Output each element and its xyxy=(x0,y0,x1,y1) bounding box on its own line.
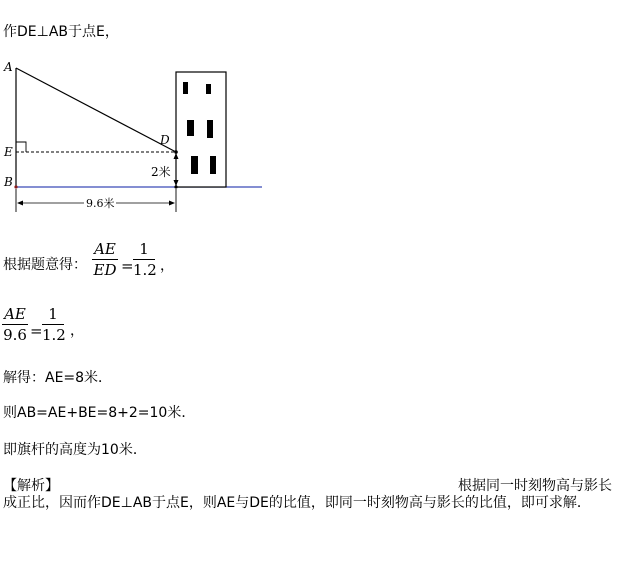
building-window xyxy=(187,120,194,136)
geometry-figure xyxy=(0,62,270,212)
fraction-bar xyxy=(42,324,64,325)
step2-equals: = xyxy=(30,322,43,340)
step1-rhs-fraction xyxy=(133,240,155,279)
step4-text: 则AB=AE+BE=8+2=10米． xyxy=(3,405,196,421)
step1-lhs-num: AE xyxy=(94,240,116,258)
step1-rhs-den: 1.2 xyxy=(133,261,157,279)
step5-text: 即旗杆的高度为10米． xyxy=(3,442,147,458)
step2-suffix: ， xyxy=(70,323,84,339)
building-window xyxy=(207,120,213,138)
building-window xyxy=(206,84,211,94)
step2-rhs-num: 1 xyxy=(48,305,58,323)
step1-suffix: ， xyxy=(160,258,174,274)
point-b xyxy=(14,185,17,188)
step2-rhs-den: 1.2 xyxy=(42,326,66,344)
step1-equals: = xyxy=(121,257,134,275)
building-window xyxy=(210,156,216,174)
step3-text: 解得：AE=8米． xyxy=(3,370,113,386)
ray-line xyxy=(16,68,176,152)
analysis-line1: 根据同一时刻物高与影长 xyxy=(458,478,612,494)
label-d: D xyxy=(160,133,170,147)
label-b: B xyxy=(4,175,13,189)
label-e: E xyxy=(4,145,13,159)
step1-lhs-den: ED xyxy=(93,261,117,279)
building-window xyxy=(191,156,198,174)
intro-text: 作DE⊥AB于点E， xyxy=(3,24,119,40)
step2-rhs-fraction xyxy=(42,305,64,344)
fraction-bar xyxy=(92,259,118,260)
arrow-right xyxy=(169,201,175,206)
step1-rhs-num: 1 xyxy=(139,240,149,258)
step1-prefix: 根据题意得： xyxy=(3,257,87,273)
fraction-bar xyxy=(133,259,155,260)
right-angle-mark xyxy=(16,142,26,152)
step2-lhs-fraction xyxy=(2,305,28,344)
step2-lhs-den: 9.6 xyxy=(3,326,27,344)
label-height: 2米 xyxy=(151,165,171,179)
analysis-line2: 成正比，因而作DE⊥AB于点E，则AE与DE的比值，即同一时刻物高与影长的比值，即可求解． xyxy=(3,495,591,511)
building-window xyxy=(183,82,188,94)
step1-lhs-fraction xyxy=(92,240,118,279)
step2-lhs-num: AE xyxy=(4,305,26,323)
analysis-label: 【解析】 xyxy=(3,478,59,494)
arrow-left xyxy=(17,201,23,206)
label-width: 9.6米 xyxy=(86,197,115,210)
label-a: A xyxy=(4,62,13,74)
fraction-bar xyxy=(2,324,28,325)
